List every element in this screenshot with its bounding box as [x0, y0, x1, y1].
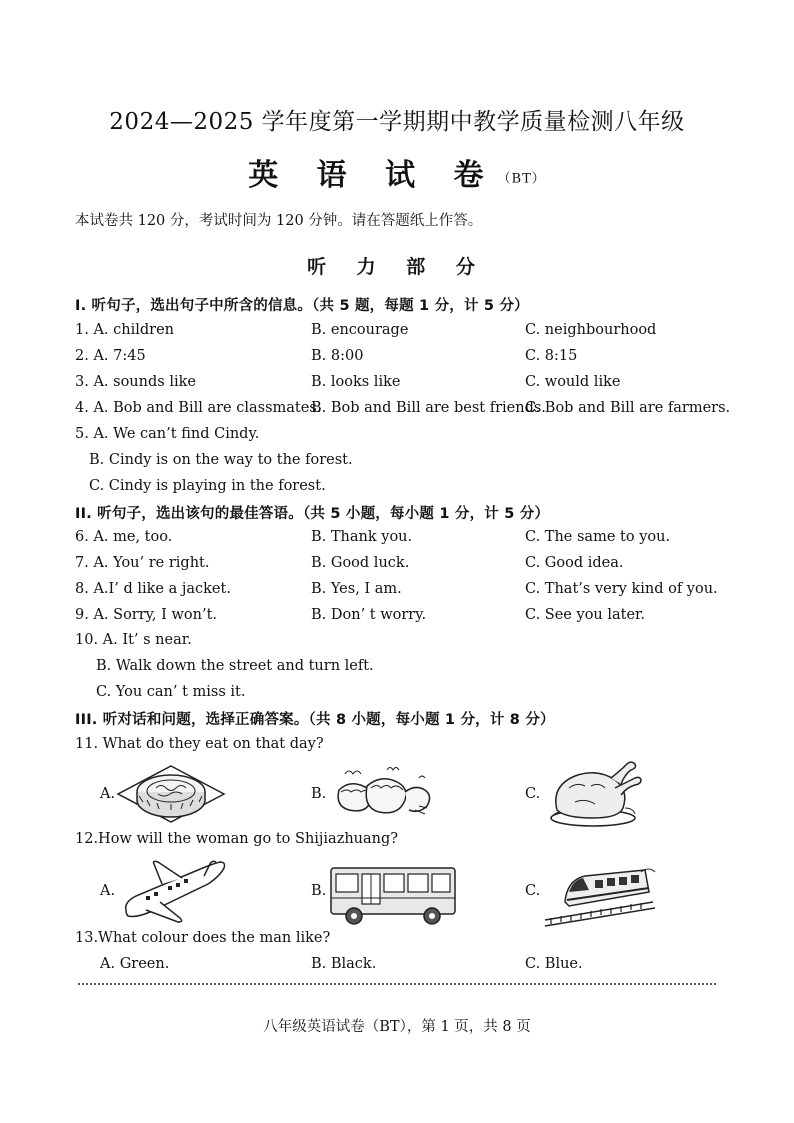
q10-option-c: C. You can’ t miss it.: [96, 684, 246, 700]
page-footer: 八年级英语试卷（BT），第 1 页，共 8 页: [263, 1019, 531, 1035]
q7-option-a: 7. A. You’ re right.: [75, 555, 210, 571]
q3-option-a: 3. A. sounds like: [75, 374, 196, 390]
part2-heading: II. 听句子，选出该句的最佳答语。（共 5 小题，每小题 1 分，计 5 分）: [75, 506, 550, 522]
q5-option-a: 5. A. We can’t find Cindy.: [75, 426, 260, 442]
q9-option-b: B. Don’ t worry.: [311, 607, 427, 623]
q4-option-a: 4. A. Bob and Bill are classmates.: [75, 400, 322, 416]
q6-option-b: B. Thank you.: [311, 529, 413, 545]
q3-option-c: C. would like: [525, 374, 621, 390]
subtitle-text: 英 语 试 卷: [248, 158, 498, 193]
q11-question: 11. What do they eat on that day?: [75, 736, 324, 752]
q2-option-a: 2. A. 7:45: [75, 348, 146, 364]
q1-option-c: C. neighbourhood: [525, 322, 657, 338]
q6-option-c: C. The same to you.: [525, 529, 671, 545]
q10-option-b: B. Walk down the street and turn left.: [96, 658, 374, 674]
q11-label-b: B.: [311, 786, 327, 802]
mooncake-icon: [116, 764, 226, 824]
q13-option-c: C. Blue.: [525, 956, 583, 972]
q7-option-c: C. Good idea.: [525, 555, 624, 571]
exam-note: 本试卷共 120 分，考试时间为 120 分钟。请在答题纸上作答。: [75, 213, 483, 229]
part1-heading: I. 听句子，选出句子中所含的信息。（共 5 题，每题 1 分，计 5 分）: [75, 298, 529, 314]
q8-option-a: 8. A.I’ d like a jacket.: [75, 581, 231, 597]
q10-option-a: 10. A. It’ s near.: [75, 632, 192, 648]
part3-heading: III. 听对话和问题，选择正确答案。（共 8 小题，每小题 1 分，计 8 分）: [75, 712, 555, 728]
bus-icon: [328, 862, 458, 928]
q2-option-b: B. 8:00: [311, 348, 364, 364]
q8-option-b: B. Yes, I am.: [311, 581, 402, 597]
q11-label-c: C.: [525, 786, 541, 802]
q12-label-b: B.: [311, 883, 327, 899]
q4-option-c: C. Bob and Bill are farmers.: [525, 400, 731, 416]
q6-option-a: 6. A. me, too.: [75, 529, 173, 545]
q5-option-c: C. Cindy is playing in the forest.: [89, 478, 326, 494]
q13-option-a: A. Green.: [100, 956, 170, 972]
q2-option-c: C. 8:15: [525, 348, 578, 364]
q13-option-b: B. Black.: [311, 956, 377, 972]
q12-question: 12.How will the woman go to Shijiazhuang?: [75, 831, 399, 847]
q9-option-a: 9. A. Sorry, I won’t.: [75, 607, 218, 623]
q7-option-b: B. Good luck.: [311, 555, 410, 571]
subtitle-tag: （BT）: [497, 171, 546, 187]
airplane-icon: [118, 858, 226, 924]
dumplings-icon: [327, 764, 437, 824]
q1-option-a: 1. A. children: [75, 322, 175, 338]
q12-label-c: C.: [525, 883, 541, 899]
q3-option-b: B. looks like: [311, 374, 401, 390]
exam-subtitle: [0, 150, 794, 194]
q8-option-c: C. That’s very kind of you.: [525, 581, 718, 597]
train-icon: [541, 858, 659, 930]
q9-option-c: C. See you later.: [525, 607, 646, 623]
section-title: 听 力 部 分: [307, 256, 487, 278]
roast-turkey-icon: [545, 758, 645, 830]
q13-question: 13.What colour does the man like?: [75, 930, 331, 946]
q1-option-b: B. encourage: [311, 322, 409, 338]
q11-label-a: A.: [100, 786, 116, 802]
q4-option-b: B. Bob and Bill are best friends.: [311, 400, 546, 416]
dotted-divider: [78, 983, 716, 985]
q5-option-b: B. Cindy is on the way to the forest.: [89, 452, 353, 468]
exam-title: 2024—2025 学年度第一学期期中教学质量检测八年级: [109, 109, 685, 135]
q12-label-a: A.: [100, 883, 116, 899]
